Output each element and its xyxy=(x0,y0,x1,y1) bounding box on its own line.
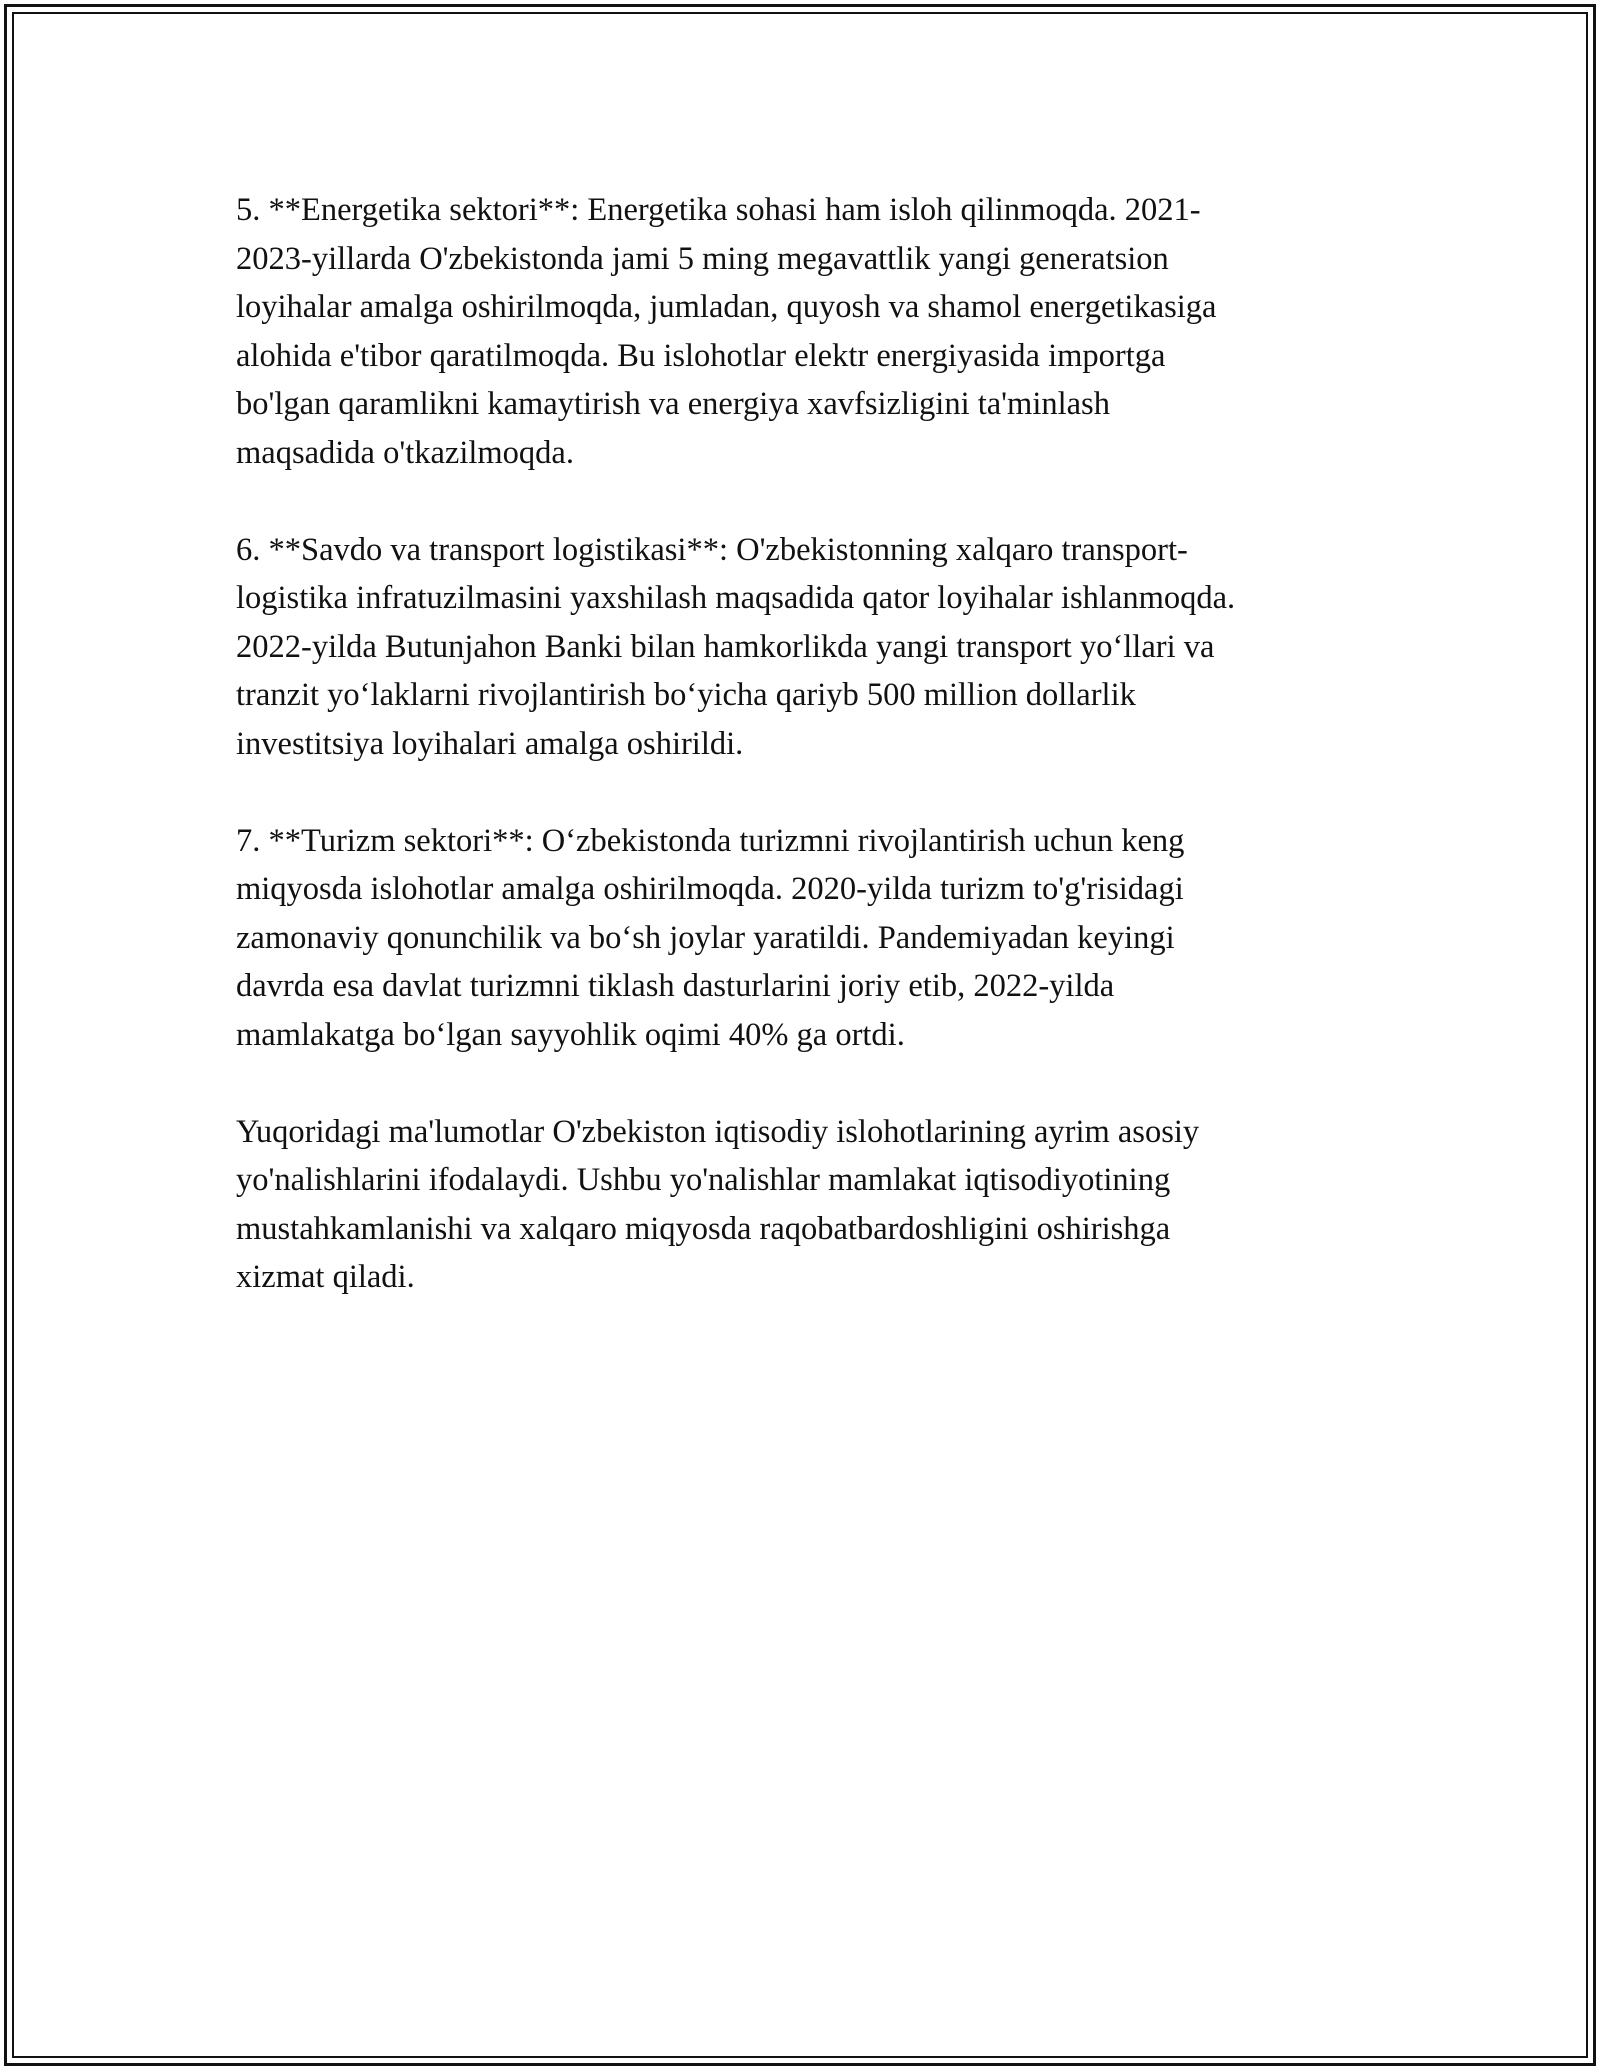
paragraph-conclusion: Yuqoridagi ma'lumotlar O'zbekiston iqtisodiy islohotlarining ayrim asosiy yo'nalishlarini ifodalaydi. Ushbu yo'nalishlar mamlakat iqtisodiyotining mustahkamlanishi va xalqaro miqyosda raqobatbardoshligini oshirishga xizmat qiladi. xyxy=(236,1113,1200,1295)
paragraph-energetika: 5. **Energetika sektori**: Energetika sohasi ham isloh qilinmoqda. 2021- 2023-yillarda O'zbekistonda jami 5 ming megavattlik yangi generatsion loyihalar amalga oshirilmoqda, jumladan, quyosh va shamol energetikasiga alohida e'tibor qaratilmoqda. Bu islohotlar elektr energiyasida importga bo'lgan qaramlikni kamaytirish va energiya xavfsizligini ta'minlash maqsadida o'tkazilmoqda. xyxy=(236,192,1217,471)
document-body xyxy=(236,186,1376,1350)
paragraph-savdo-transport: 6. **Savdo va transport logistikasi**: O'zbekistonning xalqaro transport- logistika infratuzilmasini yaxshilash maqsadida qator loyihalar ishlanmoqda. 2022-yilda Butunjahon Banki bilan hamkorlikda yangi transport yo‘llari va tranzit yo‘laklarni rivojlantirish bo‘yicha qariyb 500 million dollarlik investitsiya loyihalari amalga oshirildi. xyxy=(236,531,1236,762)
paragraph-turizm: 7. **Turizm sektori**: O‘zbekistonda turizmni rivojlantirish uchun keng miqyosda islohotlar amalga oshirilmoqda. 2020-yilda turizm to'g'risidagi zamonaviy qonunchilik va bo‘sh joylar yaratildi. Pandemiyadan keyingi davrda esa davlat turizmni tiklash dasturlarini joriy etib, 2022-yilda mamlakatga bo‘lgan sayyohlik oqimi 40% ga ortdi. xyxy=(236,822,1185,1053)
